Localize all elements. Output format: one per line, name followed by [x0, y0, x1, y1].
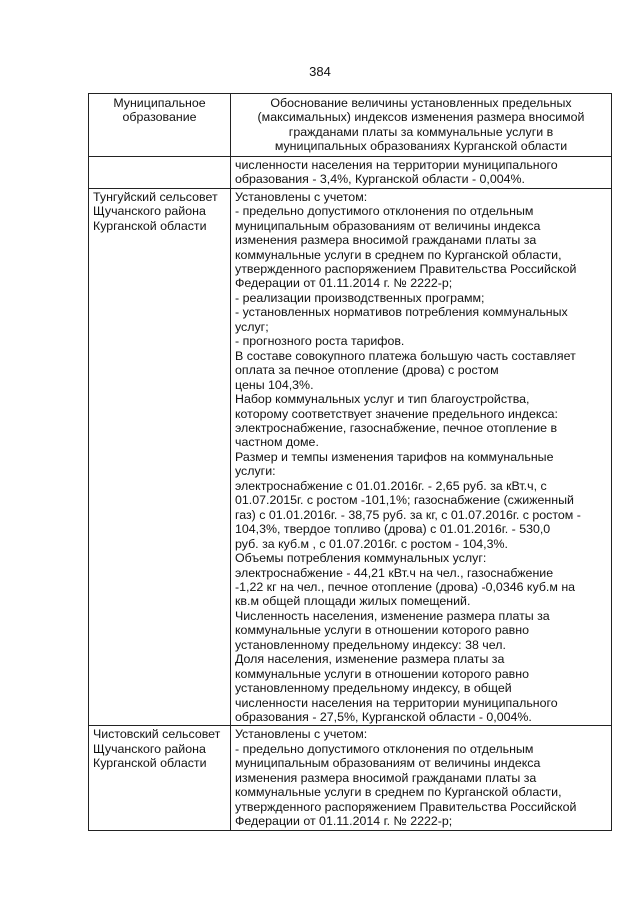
municipality-cell — [89, 726, 231, 830]
justification-text-line: электроснабжение с 01.01.2016г. - 2,65 руб. за кВт.ч, с — [235, 478, 547, 493]
justification-text-line: коммунальные услуги в отношении которого равно — [235, 623, 529, 638]
justification-text-line: электроснабжение - 44,21 кВт.ч на чел., газоснабжение — [235, 565, 554, 580]
municipality-name-line: Курганской области — [93, 218, 207, 233]
justification-text-line: -1,22 кг на чел., печное отопление (дрова) -0,0346 куб.м на — [235, 579, 576, 594]
header-line: гражданами платы за коммунальные услуги в — [288, 124, 554, 139]
justification-text-line: коммунальные услуги в среднем по Курганской области, — [235, 785, 562, 800]
justification-text-line: Федерации от 01.11.2014 г. № 2222-р; — [235, 276, 453, 291]
header-line: (максимальных) индексов изменения размера вносимой — [257, 110, 585, 125]
justification-text-line: Численность населения, изменение размера платы за — [235, 608, 550, 623]
justification-text-line: цены 104,3%. — [235, 377, 314, 392]
justification-text-line: - предельно допустимого отклонения по отдельным — [235, 204, 534, 219]
municipality-cell — [89, 188, 231, 726]
justification-text-line: образования - 27,5%, Курганской области - 0,004%. — [235, 710, 532, 725]
justification-text-line: утвержденного распоряжением Правительства Российской — [235, 261, 577, 276]
justification-cell — [231, 156, 612, 188]
justification-text-line: коммунальные услуги в отношении которого равно — [235, 666, 529, 681]
justification-text-line: численности населения на территории муниципального — [235, 157, 558, 172]
justification-text-line: Объемы потребления коммунальных услуг: — [235, 551, 487, 566]
justification-text-line: Установлены с учетом: — [235, 727, 368, 742]
justification-text-line: утвержденного распоряжением Правительства Российской — [235, 799, 577, 814]
justification-text-line: услуг; — [235, 319, 269, 334]
municipality-name-line: Щучанского района — [93, 204, 206, 219]
municipality-name-line: Щучанского района — [93, 741, 206, 756]
justification-text-line: 104,3%, твердое топливо (дрова) с 01.01.2016г. - 530,0 — [235, 522, 551, 537]
header-justification — [231, 94, 612, 157]
justification-cell — [231, 188, 612, 726]
justification-text-line: которому соответствует значение предельного индекса: — [235, 406, 558, 421]
table-row — [89, 726, 612, 830]
table-row — [89, 188, 612, 726]
justification-text-line: - предельно допустимого отклонения по отдельным — [235, 741, 534, 756]
municipality-cell — [89, 156, 231, 188]
justification-text-line: муниципальным образованиям от величины индекса — [235, 756, 541, 771]
justification-text-line: - прогнозного роста тарифов. — [235, 334, 405, 349]
justification-text-line: установленному предельному индексу, в общей — [235, 681, 512, 696]
justification-text-line: - установленных нормативов потребления коммунальных — [235, 305, 568, 320]
justification-text-line: газ) с 01.01.2016г. - 38,75 руб. за кг, с 01.07.2016г. с ростом - — [235, 507, 581, 522]
justification-text-line: муниципальным образованиям от величины индекса — [235, 218, 541, 233]
justification-text-line: В составе совокупного платежа большую часть составляет — [235, 348, 576, 363]
header-line: образование — [122, 110, 197, 125]
municipality-name-line: Чистовский сельсовет — [93, 727, 221, 742]
justification-text-line: Федерации от 01.11.2014 г. № 2222-р; — [235, 814, 453, 829]
justification-text-line: установленному предельному индексу: 38 чел. — [235, 637, 506, 652]
justification-text-line: Размер и темпы изменения тарифов на коммунальные — [235, 449, 554, 464]
justification-text-line: частном доме. — [235, 435, 319, 450]
justification-text-line: Набор коммунальных услуг и тип благоустройства, — [235, 392, 530, 407]
justification-text-line: Доля населения, изменение размера платы за — [235, 652, 505, 667]
justification-text-line: коммунальные услуги в среднем по Курганской области, — [235, 247, 562, 262]
header-municipality — [89, 94, 231, 157]
header-line: Муниципальное — [113, 96, 206, 110]
justification-text-line: численности населения на территории муниципального — [235, 695, 558, 710]
justification-cell — [231, 726, 612, 830]
municipality-name-line: Тунгуйский сельсовет — [93, 189, 218, 204]
justification-text-line: образования - 3,4%, Курганской области - 0,004%. — [235, 172, 525, 187]
justification-text-line: услуги: — [235, 464, 276, 479]
municipality-name-line: Курганской области — [93, 756, 207, 771]
justification-text-line: Установлены с учетом: — [235, 189, 368, 204]
justification-text-line: 01.07.2015г. с ростом -101,1%; газоснабжение (сжиженный — [235, 493, 574, 508]
header-line: муниципальных образованиях Курганской области — [274, 139, 568, 154]
header-line: Обоснование величины установленных предельных — [270, 96, 572, 110]
justification-text-line: изменения размера вносимой гражданами платы за — [235, 233, 537, 248]
justification-text-line: руб. за куб.м , с 01.07.2016г. с ростом - 104,3%. — [235, 536, 508, 551]
justification-text-line: электроснабжение, газоснабжение, печное отопление в — [235, 420, 558, 435]
justification-text-line: кв.м общей площади жилых помещений. — [235, 594, 471, 609]
page-number: 384 — [309, 64, 331, 79]
justification-text-line: - реализации производственных программ; — [235, 290, 485, 305]
table-row — [89, 156, 612, 188]
justification-text-line: оплата за печное отопление (дрова) с ростом — [235, 363, 499, 378]
table-header-row — [89, 94, 612, 157]
justification-text-line: изменения размера вносимой гражданами платы за — [235, 770, 537, 785]
tariff-index-table — [88, 93, 612, 831]
